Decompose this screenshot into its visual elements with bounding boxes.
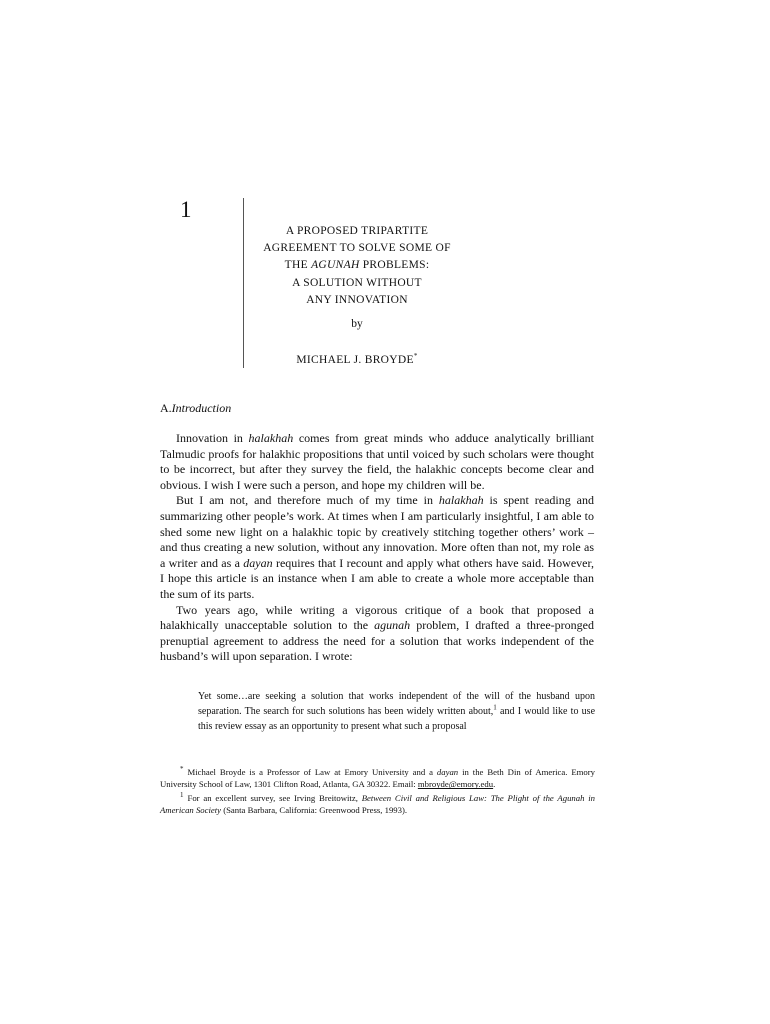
vertical-divider (243, 198, 244, 368)
section-heading (160, 401, 231, 416)
italic-term: dayan (243, 555, 273, 570)
title-line: A PROPOSED TRIPARTITE (285, 225, 429, 237)
italic-term: dayan (436, 767, 459, 777)
section-title: Introduction (171, 401, 232, 415)
text-run: and I would like to use this review essay as an opportunity to present what such a proposal (198, 706, 596, 733)
paragraph (160, 431, 594, 493)
text-run: requires that I recount and apply what others have said. However, I hope this article is an instance when I am able to create a whole more acceptable than the sum of its parts. (160, 555, 595, 601)
text-run: Yet some…are seeking a solution that works independent of the will of the husband upon separation. The search for such solutions has been widely written about, (198, 691, 595, 718)
title-line (252, 257, 462, 274)
title-line: ANY INNOVATION (306, 293, 408, 306)
text-run: Two years ago, while writing a vigorous critique of a book that proposed a halakhically unacceptable solution to the (160, 602, 594, 633)
footnote-1 (160, 792, 595, 817)
title-line: A SOLUTION WITHOUT (292, 276, 422, 289)
author-name (252, 354, 462, 366)
footnote-reference[interactable]: 1 (493, 703, 497, 712)
text-run: Michael Broyde is a Professor of Law at Emory University and a (187, 767, 433, 777)
title-line: AGREEMENT TO SOLVE SOME OF (263, 242, 451, 255)
footnote-mark: * (180, 765, 184, 774)
text-run: problem, I drafted a three-pronged prenuptial agreement to address the need for a solution that works independent of the husband’s will upon separation. I wrote: (160, 618, 594, 664)
article-title (252, 223, 462, 309)
quote-paragraph (198, 689, 595, 735)
italic-term: halakhah (248, 431, 294, 445)
italic-term: agunah (374, 618, 411, 633)
footnote-mark: 1 (180, 790, 184, 799)
section-label: A. (160, 401, 172, 415)
text-run: But I am not, and therefore much of my time in (176, 493, 433, 508)
byline: by (351, 318, 363, 330)
author-text: MICHAEL J. BROYDE (296, 354, 414, 366)
footnotes (160, 766, 595, 818)
text-run: in the Beth Din of America. Emory University School of Law, 1301 Clifton Road, Atlanta, GA 30322. Email: (160, 767, 596, 790)
title-text: THE (284, 259, 308, 272)
text-run: For an excellent survey, see Irving Breitowitz, (187, 792, 358, 803)
text-run: is spent reading and summarizing other people’s work. At times when I am particularly insightful, I am able to shed some new light on a halakhic topic by creatively stitching together others’ work – and thus creating a new solution, without any innovation. More often than not, my role as a writer and as a (160, 493, 594, 570)
chapter-number: 1 (180, 197, 192, 222)
block-quote (198, 689, 595, 735)
email-link[interactable]: mbroyde@emory.edu (417, 779, 494, 790)
body-text (160, 431, 594, 665)
italic-title: Between Civil and Religious Law: The Plight of the Agunah in American Society (160, 792, 596, 816)
paragraph (160, 603, 594, 665)
author-footnote-mark: * (413, 352, 418, 361)
italic-term: halakhah (438, 493, 484, 508)
title-text: PROBLEMS: (362, 259, 430, 272)
paragraph (160, 493, 594, 602)
title-italic-term: AGUNAH (311, 259, 360, 272)
text-run: Innovation in (176, 431, 243, 445)
text-run: . (493, 779, 496, 790)
text-run: comes from great minds who adduce analytically brilliant Talmudic proofs for halakhic propositions that until voiced by such scholars were thought to be incorrect, but after they survey the field, the halakhic concepts become clear and obvious. I wish I were such a person, and hope my children will be. (160, 431, 594, 492)
footnote-star (160, 766, 595, 791)
text-run: (Santa Barbara, California: Greenwood Press, 1993). (223, 805, 408, 816)
